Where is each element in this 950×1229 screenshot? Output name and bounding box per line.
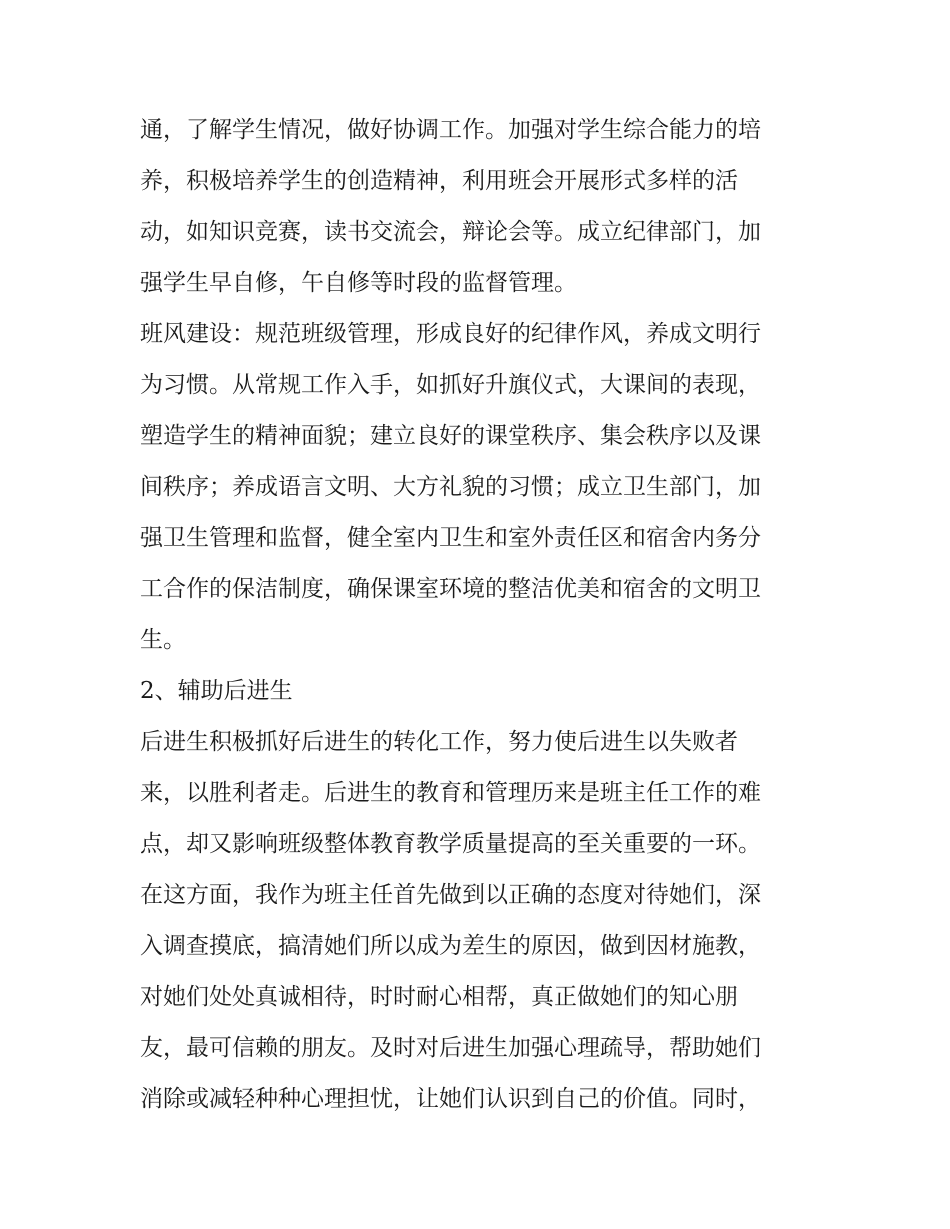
body-text — [140, 105, 820, 1125]
text-line: 间秩序；养成语言文明、大方礼貌的习惯；成立卫生部门，加 — [140, 474, 761, 500]
text-line: 入调查摸底，搞清她们所以成为差生的原因，做到因材施教， — [140, 933, 761, 959]
text-line: 后进生积极抓好后进生的转化工作，努力使后进生以失败者 — [140, 729, 738, 755]
section-heading: 2、辅助后进生 — [140, 678, 293, 704]
text-line: 消除或减轻种种心理担忧，让她们认识到自己的价值。同时， — [140, 1086, 761, 1112]
text-line: 友，最可信赖的朋友。及时对后进生加强心理疏导，帮助她们 — [140, 1035, 761, 1061]
text-line: 班风建设：规范班级管理，形成良好的纪律作风，养成文明行 — [140, 321, 761, 347]
text-line: 生。 — [140, 627, 186, 653]
text-line: 在这方面，我作为班主任首先做到以正确的态度对待她们，深 — [140, 882, 761, 908]
text-line: 动，如知识竞赛，读书交流会，辩论会等。成立纪律部门，加 — [140, 219, 761, 245]
text-line: 点，却又影响班级整体教育教学质量提高的至关重要的一环。 — [140, 831, 761, 857]
text-line: 强卫生管理和监督，健全室内卫生和室外责任区和宿舍内务分 — [140, 525, 761, 551]
text-line: 塑造学生的精神面貌；建立良好的课堂秩序、集会秩序以及课 — [140, 423, 761, 449]
text-line: 强学生早自修，午自修等时段的监督管理。 — [140, 270, 577, 296]
text-line: 对她们处处真诚相待，时时耐心相帮，真正做她们的知心朋 — [140, 984, 738, 1010]
text-line: 为习惯。从常规工作入手，如抓好升旗仪式，大课间的表现， — [140, 372, 761, 398]
text-line: 工合作的保洁制度，确保课室环境的整洁优美和宿舍的文明卫 — [140, 576, 761, 602]
text-line: 通，了解学生情况，做好协调工作。加强对学生综合能力的培 — [140, 117, 761, 143]
text-line: 来，以胜利者走。后进生的教育和管理历来是班主任工作的难 — [140, 780, 761, 806]
text-line: 养，积极培养学生的创造精神，利用班会开展形式多样的活 — [140, 168, 738, 194]
